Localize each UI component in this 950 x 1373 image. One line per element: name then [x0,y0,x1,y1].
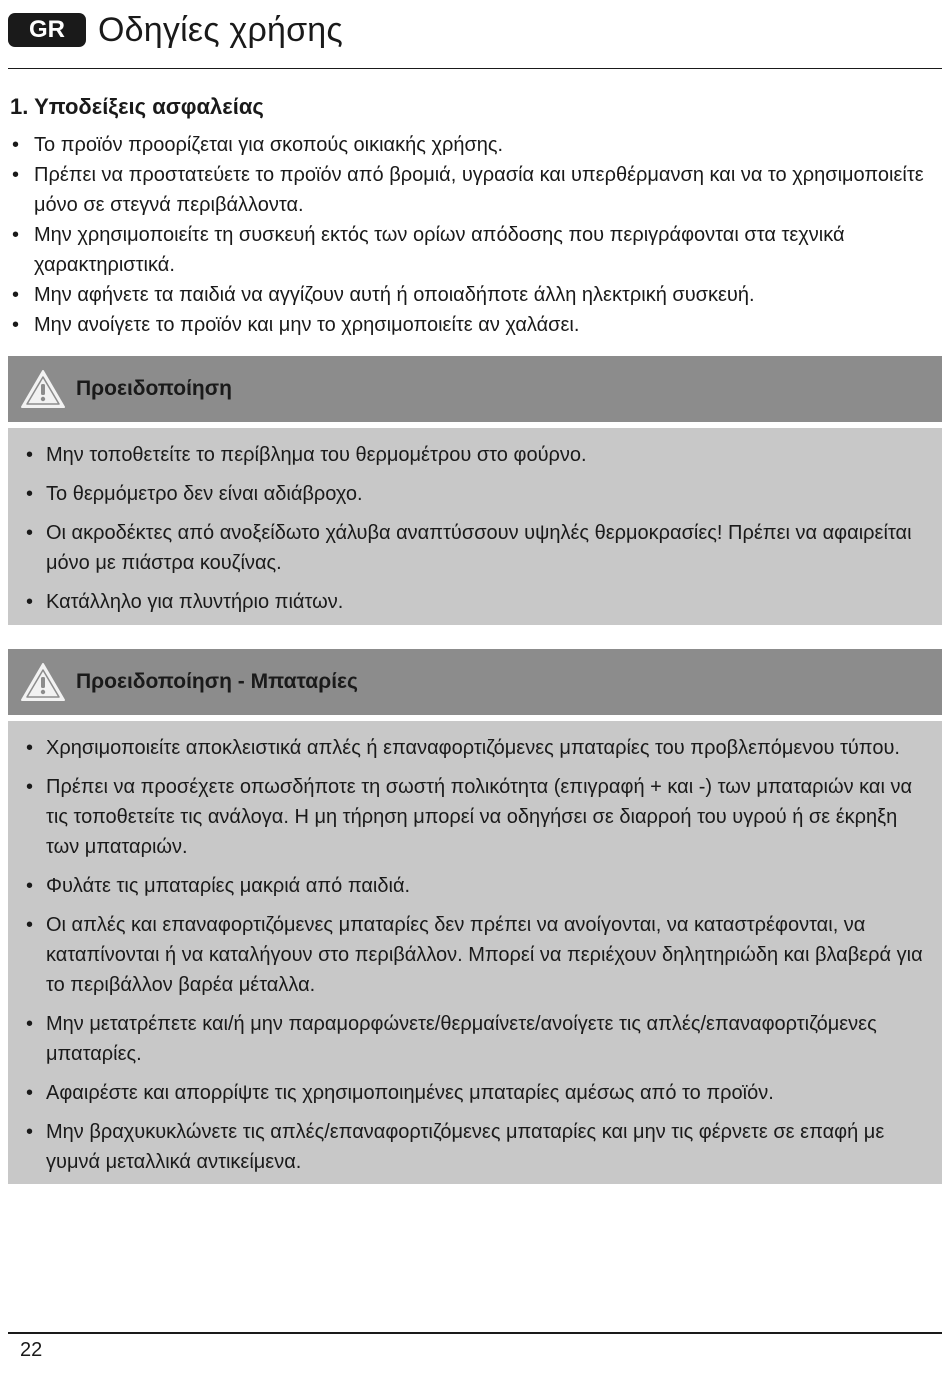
safety-list [10,130,940,340]
warning-body [8,428,942,625]
list-item: • Το προϊόν προορίζεται για σκοπούς οικιακής χρήσης. [10,130,940,160]
warning-title: Προειδοποίηση - Μπαταρίες [76,670,358,693]
battery-warning-header [8,649,942,715]
list-item: • Μην αφήνετε τα παιδιά να αγγίζουν αυτή ή οποιαδήποτε άλλη ηλεκτρική συσκευή. [10,280,940,310]
header-divider [8,68,942,69]
list-item: • Πρέπει να προσέχετε οπωσδήποτε τη σωστή πολικότητα (επιγραφή + και -) των μπαταριών και να τις τοποθετείτε τις ανάλογα. Η μη τήρηση μπορεί να οδηγήσει σε διαρροή του υγρού ή σε έκρηξη των μπαταριών. [24,772,924,862]
warning-header [8,356,942,422]
battery-warning-body [8,721,942,1184]
list-item: • Οι απλές και επαναφορτιζόμενες μπαταρίες δεν πρέπει να ανοίγονται, να καταστρέφονται, να καταπίνονται ή να καταλήγουν στο περιβάλλον. Μπορεί να περιέχουν δηλητηριώδη και βλαβερά για το περιβάλλον βαρέα μέταλλα. [24,910,924,1000]
list-item: • Φυλάτε τις μπαταρίες μακριά από παιδιά. [24,871,924,901]
language-badge: GR [8,13,86,47]
list-item: • Οι ακροδέκτες από ανοξείδωτο χάλυβα αναπτύσσουν υψηλές θερμοκρασίες! Πρέπει να αφαιρείται μόνο με πιάστρα κουζίνας. [24,518,924,578]
section-heading: 1. Υποδείξεις ασφαλείας [10,94,264,119]
warning-title: Προειδοποίηση [76,377,232,400]
list-item: • Χρησιμοποιείτε αποκλειστικά απλές ή επαναφορτιζόμενες μπαταρίες του προβλεπόμενου τύπου. [24,733,924,763]
page-header [8,10,343,50]
page-number: 22 [20,1339,43,1361]
list-item: • Μην βραχυκυκλώνετε τις απλές/επαναφορτιζόμενες μπαταρίες και μην τις φέρνετε σε επαφή με γυμνά μεταλλικά αντικείμενα. [24,1117,924,1177]
list-item: • Μην μετατρέπετε και/ή μην παραμορφώνετε/θερμαίνετε/ανοίγετε τις απλές/επαναφορτιζόμενες μπαταρίες. [24,1009,924,1069]
list-item: • Κατάλληλο για πλυντήριο πιάτων. [24,587,924,617]
list-item: • Το θερμόμετρο δεν είναι αδιάβροχο. [24,479,924,509]
list-item: • Μην ανοίγετε το προϊόν και μην το χρησιμοποιείτε αν χαλάσει. [10,310,940,340]
list-item: • Πρέπει να προστατεύετε το προϊόν από βρομιά, υγρασία και υπερθέρμανση και να το χρησιμοποιείτε μόνο σε στεγνά περιβάλλοντα. [10,160,940,220]
warning-list [8,428,942,617]
warning-list [8,721,942,1177]
warning-triangle-icon [20,369,66,409]
list-item: • Αφαιρέστε και απορρίψτε τις χρησιμοποιημένες μπαταρίες αμέσως από το προϊόν. [24,1078,924,1108]
warning-triangle-icon [20,662,66,702]
footer-divider [8,1332,942,1334]
list-item: • Μην τοποθετείτε το περίβλημα του θερμομέτρου στο φούρνο. [24,440,924,470]
page-title: Οδηγίες χρήσης [98,10,344,49]
list-item: • Μην χρησιμοποιείτε τη συσκευή εκτός των ορίων απόδοσης που περιγράφονται στα τεχνικά χαρακτηριστικά. [10,220,940,280]
